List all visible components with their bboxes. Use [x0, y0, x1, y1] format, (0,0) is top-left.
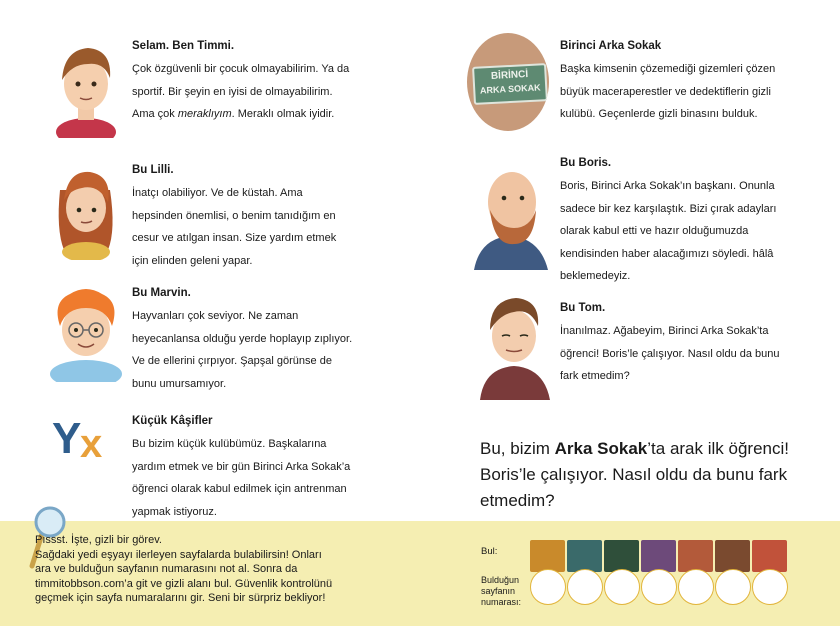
arka-line-3: kulübü. Geçenlerde gizli binasını bulduk. [560, 108, 758, 120]
tom-entry [560, 302, 830, 388]
marvin-body [132, 305, 432, 395]
lilli-body [132, 182, 432, 272]
page-number-input-7[interactable] [752, 569, 788, 605]
arka-line-2: büyük maceraperestler ve dedektiflerin gizli [560, 85, 771, 98]
page-number-input-3[interactable] [604, 569, 640, 605]
mission-text [35, 533, 385, 606]
page-number-input-4[interactable] [641, 569, 677, 605]
promo-line-3: ara ve bulduğun sayfanın numarasını not al. Sonra da [35, 563, 298, 575]
logo-x: x [80, 422, 103, 466]
item-4-purple-object-icon [641, 540, 676, 572]
item-1-golden-figure-icon [530, 540, 565, 572]
kucuk-kasifler-entry [132, 415, 432, 523]
big-quote: Bu, bizim Arka Sokak’ta arak ilk öğrenci! Boris’le çalışıyor. Nasıl oldu da bunu fark etmedim? [480, 439, 789, 510]
marvin-line-4: bunu umursamıyor. [132, 377, 227, 390]
items-row [530, 540, 795, 613]
tom-line-2: öğrenci! Boris’le çalışıyor. Nasıl oldu da bunu [560, 347, 780, 360]
marvin-title: Bu Marvin. [132, 287, 191, 299]
big-quote-bold: Arka Sokak [554, 439, 648, 458]
kasifler-line-2: yardım etmek ve bir gün Birinci Arka Sokak’a [132, 460, 351, 473]
page-number-input-6[interactable] [715, 569, 751, 605]
kasifler-line-3: öğrenci olarak kabul edilmek için antrenman [132, 483, 347, 495]
lilli-line-4: için elinden geleni yapar. [132, 254, 253, 267]
marvin-line-3: Ve de ellerini çırpıyor. Şapşal görünse de [132, 355, 332, 367]
logo-y: Y [52, 414, 82, 463]
lilli-line-1: İnatçı olabiliyor. Ve de küstah. Ama [132, 187, 303, 199]
boris-line-5: beklemedeyiz. [560, 270, 631, 282]
lilli-line-3: cesur ve atılgan insan. Size yardım etmek [132, 232, 337, 244]
page-number-input-5[interactable] [678, 569, 714, 605]
promo-line-4: timmitobbson.com’a git ve gizli alanı bul. Güvenlik kontrolünü [35, 577, 333, 590]
lilli-line-2: hepsinden önemlisi, o benim tanıdığım en [132, 209, 336, 222]
promo-line-2: Sağdaki yedi eşyayı ilerleyen sayfalarda bulabilirsin! Onları [35, 548, 322, 561]
tom-line-1: İnanılmaz. Ağabeyim, Birinci Arka Sokak’ta [560, 325, 769, 337]
arka-sokak-sign [467, 33, 549, 131]
promo-line-5: geçmek için sayfa numaralarını gir. Seni bir sürpriz bekliyor! [35, 592, 326, 604]
sign-line-2: ARKA SOKAK [479, 82, 541, 96]
boris-line-4: kendisinden haber alacağımızı söyledi. hâlâ [560, 247, 774, 260]
marvin-line-1: Hayvanları çok seviyor. Ne zaman [132, 310, 299, 322]
tom-title: Bu Tom. [560, 302, 606, 314]
kucuk-kasifler-body [132, 433, 432, 523]
timmi-line-1: Çok özgüvenli bir çocuk olmayabilirim. Ya da [132, 63, 350, 75]
tom-line-3: fark etmedim? [560, 370, 630, 382]
item-7-red-triangle-icon [752, 540, 787, 572]
boris-entry [560, 157, 830, 288]
item-3-green-bottle-icon [604, 540, 639, 572]
promo-line-1: Pıssst. İşte, gizli bir görev. [35, 534, 162, 546]
page-number-label: Bulduğun sayfanın numarası: [481, 575, 522, 607]
timmi-body [132, 58, 432, 126]
timmi-entry [132, 40, 432, 126]
marvin-entry [132, 287, 432, 395]
marvin-avatar [44, 282, 128, 382]
boris-body [560, 175, 830, 288]
arka-line-1: Başka kimsenin çözemediği gizemleri çözen [560, 63, 776, 75]
lilli-avatar [46, 160, 126, 260]
item-2-teal-creature-icon [567, 540, 602, 572]
boris-line-2: sadece bir kez karşılaştık. Bizi çırak adayları [560, 202, 777, 215]
sign-line-1: BİRİNCİ [490, 69, 529, 82]
boris-line-3: olarak kabul etti ve hazır olduğumuzda [560, 225, 749, 237]
kasifler-line-4: yapmak istiyoruz. [132, 505, 217, 518]
kasifler-line-1: Bu bizim küçük kulübümüz. Başkalarına [132, 438, 327, 450]
timmi-avatar [48, 40, 124, 138]
boris-avatar [464, 158, 554, 270]
meraklıyım-italic: meraklıyım [177, 108, 232, 120]
bul-label: Bul: [481, 546, 498, 557]
page-number-input-2[interactable] [567, 569, 603, 605]
timmi-title: Selam. Ben Timmi. [132, 40, 235, 52]
arka-sokak-body [560, 58, 830, 126]
item-6-round-badge-icon [715, 540, 750, 572]
kucuk-kasifler-title: Küçük Kâşifler [132, 415, 213, 427]
boris-title: Bu Boris. [560, 157, 612, 169]
marvin-line-2: heyecanlansa olduğu yerde hoplayıp zıplıyor. [132, 332, 353, 345]
lilli-entry [132, 164, 432, 272]
tom-body [560, 320, 830, 388]
item-5-dotted-box-icon [678, 540, 713, 572]
lilli-title: Bu Lilli. [132, 164, 174, 176]
timmi-line-2: sportif. Bir şeyin en iyisi de olmayabilirim. [132, 85, 333, 98]
arka-sokak-entry [560, 40, 830, 126]
tom-avatar [472, 290, 558, 400]
arka-sokak-title: Birinci Arka Sokak [560, 40, 662, 52]
timmi-line-3: Ama çok meraklıyım. Meraklı olmak iyidir. [132, 108, 335, 120]
boris-line-1: Boris, Birinci Arka Sokak’ın başkanı. Onunla [560, 180, 775, 192]
kucuk-kasifler-logo [52, 414, 112, 468]
page-number-input-1[interactable] [530, 569, 566, 605]
